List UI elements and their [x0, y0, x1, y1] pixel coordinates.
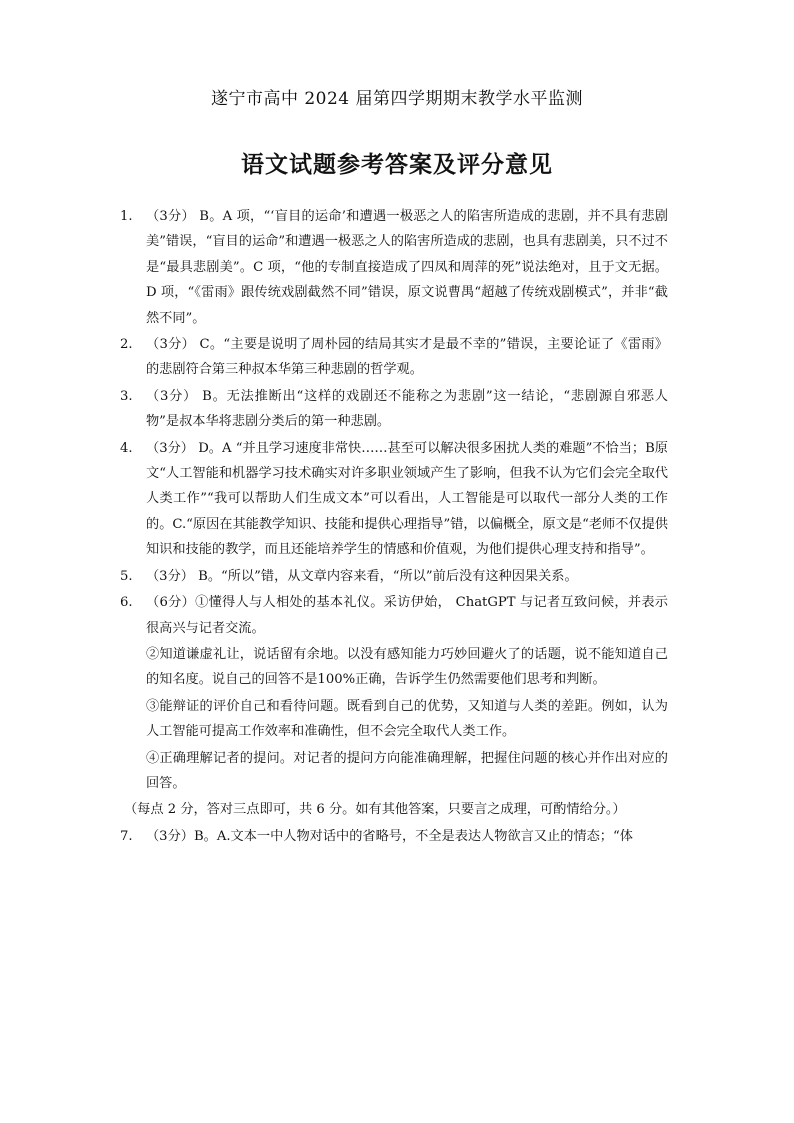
- answer-text: ③能辩证的评价自己和看待问题。既看到自己的优势，又知道与人类的差距。例如，认为人工智能可提高工作效率和准确性，但不会完全取代人类工作。: [146, 698, 668, 740]
- answer-text: （3分） B。“所以”错，从文章内容来看，“所以”前后没有这种因果关系。: [146, 568, 578, 584]
- answer-text: ②知道谦虚礼让，说话留有余地。以没有感知能力巧妙回避火了的话题，说不能知道自己的知名度。说自己的回答不是100%正确，告诉学生仍然需要他们思考和判断。: [146, 646, 668, 688]
- answer-text: （每点 2 分，答对三点即可，共 6 分。如有其他答案，只要言之成理，可酌情给分。）: [124, 802, 626, 818]
- answer-text: （3分） B。A 项，“‘盲目的运命’和遭遇一极恶之人的陷害所造成的悲剧，并不具有悲剧美”错误，“盲目的运命”和遭遇一极恶之人的陷害所造成的悲剧，也具有悲剧美，只不过不是“最具悲剧美”。C 项，“他的专制直接造成了四凤和周萍的死”说法绝对，且于文无据。D 项，“《雷雨》跟传统戏剧截然不同”错误，原文说曹禺“超越了传统戏剧模式”，并非“截然不同”。: [146, 209, 668, 326]
- exam-header: 遂宁市高中 2024 届第四学期期末教学水平监测: [210, 89, 584, 109]
- answer-item-2: [120, 332, 668, 383]
- answer-text: （3分） B。无法推断出“这样的戏剧还不能称之为悲剧”这一结论，“悲剧源自邪恶人物”是叔本华将悲剧分类后的第一种悲剧。: [146, 388, 668, 430]
- answer-text: （6分）①懂得人与人相处的基本礼仪。采访伊始， ChatGPT 与记者互致问候，并表示很高兴与记者交流。: [146, 595, 668, 636]
- answer-text: （3分）B。A.文本一中人物对话中的省略号，不全是表达人物欲言又止的情态；“体: [146, 828, 633, 844]
- answer-number: 7.: [120, 828, 133, 844]
- answer-number: 3.: [120, 388, 133, 404]
- answer-text: （3分） C。“主要是说明了周朴园的结局其实才是最不幸的”错误，主要论证了《雷雨》的悲剧符合第三种叔本华第三种悲剧的哲学观。: [146, 337, 668, 378]
- page-title: 语文试题参考答案及评分意见: [241, 151, 553, 178]
- answer-number: 4.: [120, 440, 133, 456]
- answer-number: 2.: [120, 337, 133, 353]
- answer-item-6-point-2: [120, 642, 668, 693]
- answer-text: ④正确理解记者的提问。对记者的提问方向能准确理解，把握住问题的核心并作出对应的回答。: [146, 750, 668, 791]
- answer-number: 5.: [120, 568, 133, 584]
- answer-item-6-point-4: [120, 746, 668, 797]
- answer-item-6: [120, 590, 668, 641]
- answer-item-1: [120, 204, 668, 331]
- answer-item-7: [120, 824, 668, 849]
- answer-item-5: [120, 564, 668, 589]
- scoring-note: [120, 797, 668, 822]
- answer-item-4: [120, 436, 668, 563]
- answer-list: [120, 204, 668, 850]
- answer-number: 6.: [120, 595, 133, 611]
- answer-item-3: [120, 384, 668, 435]
- answer-text: （3分） D。A “并且学习速度非常快……甚至可以解决很多困扰人类的难题”不恰当；B原文“人工智能和机器学习技术确实对许多职业领域产生了影响，但我不认为它们会完全取代人类工作”“我可以帮助人们生成文本”可以看出，人工智能是可以取代一部分人类的工作的。C.“原因在其能教学知识、技能和提供心理指导”错，以偏概全，原文是“老师不仅提供知识和技能的教学，而且还能培养学生的情感和价值观，为他们提供心理支持和指导”。: [146, 440, 668, 558]
- answer-item-6-point-3: [120, 694, 668, 745]
- answer-number: 1.: [120, 209, 133, 224]
